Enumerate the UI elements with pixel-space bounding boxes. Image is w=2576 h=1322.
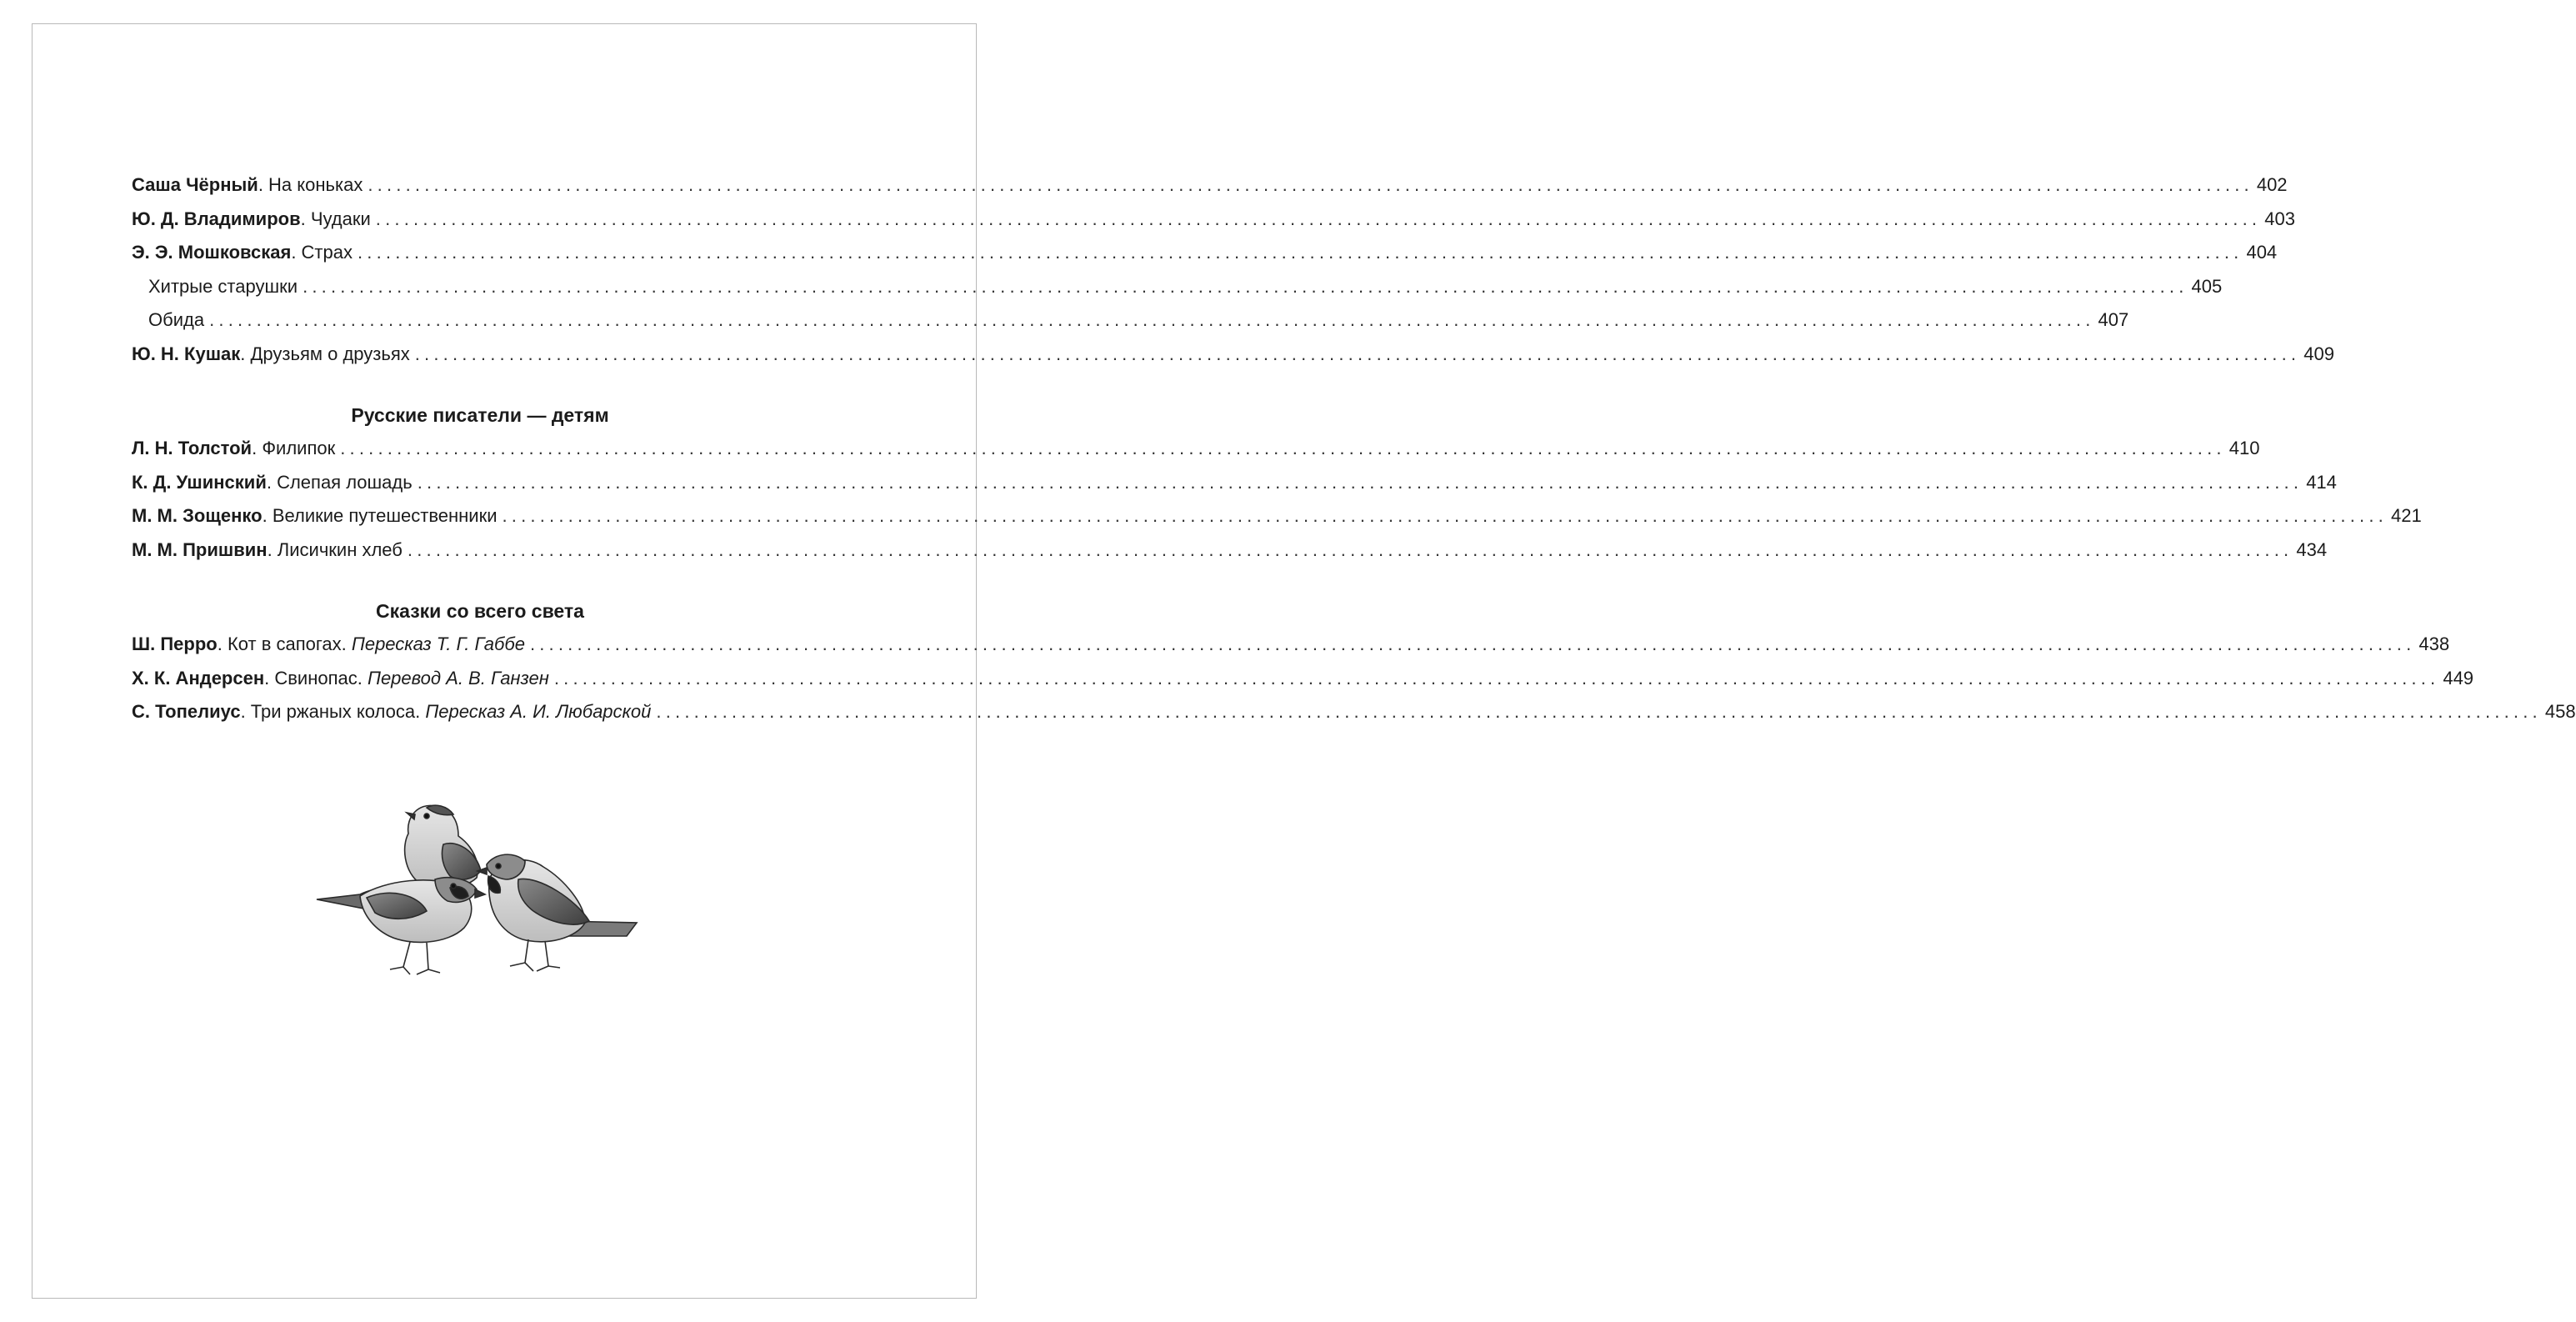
- toc-entry[interactable]: С. Топелиус. Три ржаных колоса. Пересказ А. И. Любарской ........................................................................................................................................................................................................ 458: [132, 695, 828, 729]
- toc-entry[interactable]: Ш. Перро. Кот в сапогах. Пересказ Т. Г. Габбе ........................................................................................................................................................................................................ 438: [132, 628, 828, 662]
- toc-entry[interactable]: М. М. Пришвин. Лисичкин хлеб ........................................................................................................................................................................................................ 434: [132, 533, 828, 568]
- toc-entry[interactable]: [132, 303, 2129, 338]
- dot-leader: ........................................................................................................................................................................................................: [529, 633, 2416, 654]
- dot-leader: ........................................................................................................................................................................................................: [357, 242, 2243, 263]
- entry-title: Чудаки: [310, 208, 371, 229]
- entry-author: Ю. Д. Владимиров: [132, 208, 301, 229]
- page-number: 414: [2306, 471, 2337, 493]
- dot-leader: ........................................................................................................................................................................................................: [417, 471, 2303, 493]
- entry-title: Лисичкин хлеб: [277, 538, 403, 560]
- entry-title: Обида: [148, 309, 205, 330]
- sparrow-left: [317, 878, 485, 974]
- entry-author: С. Топелиус: [132, 701, 241, 722]
- page-number: 409: [2303, 343, 2334, 364]
- page-number: 434: [2296, 538, 2328, 560]
- entry-title: Великие путешественники: [272, 505, 498, 526]
- toc-entry[interactable]: [132, 270, 2223, 304]
- page-number: 410: [2228, 438, 2260, 458]
- dot-leader: ........................................................................................................................................................................................................: [553, 667, 2440, 689]
- page-number: 404: [2246, 242, 2278, 263]
- entry-title: Друзьям о друзьях: [250, 343, 410, 364]
- table-of-contents: [132, 168, 2576, 729]
- dot-leader: ........................................................................................................................................................................................................: [368, 174, 2253, 195]
- entry-title: Слепая лошадь: [277, 471, 413, 493]
- entry-author: М. М. Пришвин: [132, 538, 268, 560]
- entry-title: Свинопас.: [274, 667, 363, 689]
- entry-author: Саша Чёрный: [132, 174, 258, 195]
- sparrow-right: [478, 854, 637, 971]
- entry-author: К. Д. Ушинский: [132, 471, 267, 493]
- page-number: 403: [2264, 208, 2295, 229]
- entry-author: Ш. Перро: [132, 633, 218, 654]
- toc-entry[interactable]: Э. Э. Мошковская. Страх ........................................................................................................................................................................................................ 404: [132, 236, 828, 270]
- entry-author: Л. Н. Толстой: [132, 438, 253, 458]
- entry-title: Кот в сапогах.: [227, 633, 347, 654]
- entry-translator-note: Пересказ Т. Г. Габбе: [351, 633, 525, 654]
- entry-title: Страх: [301, 242, 353, 263]
- sparrows-illustration-icon: [310, 796, 643, 988]
- toc-entry[interactable]: К. Д. Ушинский. Слепая лошадь ........................................................................................................................................................................................................ 414: [132, 466, 828, 500]
- toc-entry[interactable]: Саша Чёрный. На коньках ........................................................................................................................................................................................................ 402: [132, 168, 828, 203]
- entry-author: Ю. Н. Кушак: [132, 343, 241, 364]
- section-heading: Сказки со всего света: [376, 600, 584, 622]
- toc-entry[interactable]: Х. К. Андерсен. Свинопас. Перевод А. В. Ганзен ........................................................................................................................................................................................................ 449: [132, 662, 828, 696]
- page-number: 449: [2443, 667, 2474, 689]
- toc-entry[interactable]: Ю. Н. Кушак. Друзьям о друзьях ........................................................................................................................................................................................................ 409: [132, 338, 828, 372]
- entry-author: М. М. Зощенко: [132, 505, 263, 526]
- entry-translator-note: Перевод А. В. Ганзен: [368, 667, 549, 689]
- dot-leader: ........................................................................................................................................................................................................: [656, 701, 2542, 722]
- sparrow-top: [405, 805, 481, 889]
- page-number: 407: [2098, 309, 2129, 330]
- entry-title: На коньках: [268, 174, 363, 195]
- entry-translator-note: Пересказ А. И. Любарской: [425, 701, 652, 722]
- entry-title: Филипок: [262, 438, 336, 458]
- page-number: 421: [2390, 505, 2422, 526]
- entry-title: Три ржаных колоса.: [250, 701, 421, 722]
- toc-entry[interactable]: Л. Н. Толстой. Филипок ........................................................................................................................................................................................................ 410: [132, 432, 828, 466]
- page-number: 402: [2256, 174, 2288, 195]
- entry-author: Х. К. Андерсен: [132, 667, 265, 689]
- section-heading: Русские писатели — детям: [351, 404, 609, 426]
- page-number: 458: [2544, 701, 2576, 722]
- dot-leader: ........................................................................................................................................................................................................: [407, 538, 2293, 560]
- dot-leader: ........................................................................................................................................................................................................: [375, 208, 2262, 229]
- dot-leader: ........................................................................................................................................................................................................: [209, 309, 2095, 330]
- dot-leader: ........................................................................................................................................................................................................: [303, 275, 2188, 297]
- dot-leader: ........................................................................................................................................................................................................: [502, 505, 2388, 526]
- dot-leader: ........................................................................................................................................................................................................: [340, 438, 2226, 458]
- page-number: 438: [2418, 633, 2450, 654]
- entry-author: Э. Э. Мошковская: [132, 242, 292, 263]
- toc-entry[interactable]: Ю. Д. Владимиров. Чудаки ........................................................................................................................................................................................................ 403: [132, 203, 828, 237]
- dot-leader: ........................................................................................................................................................................................................: [414, 343, 2301, 364]
- page-number: 405: [2191, 275, 2223, 297]
- entry-title: Хитрые старушки: [148, 275, 298, 297]
- toc-entry[interactable]: М. М. Зощенко. Великие путешественники ........................................................................................................................................................................................................ 421: [132, 499, 828, 533]
